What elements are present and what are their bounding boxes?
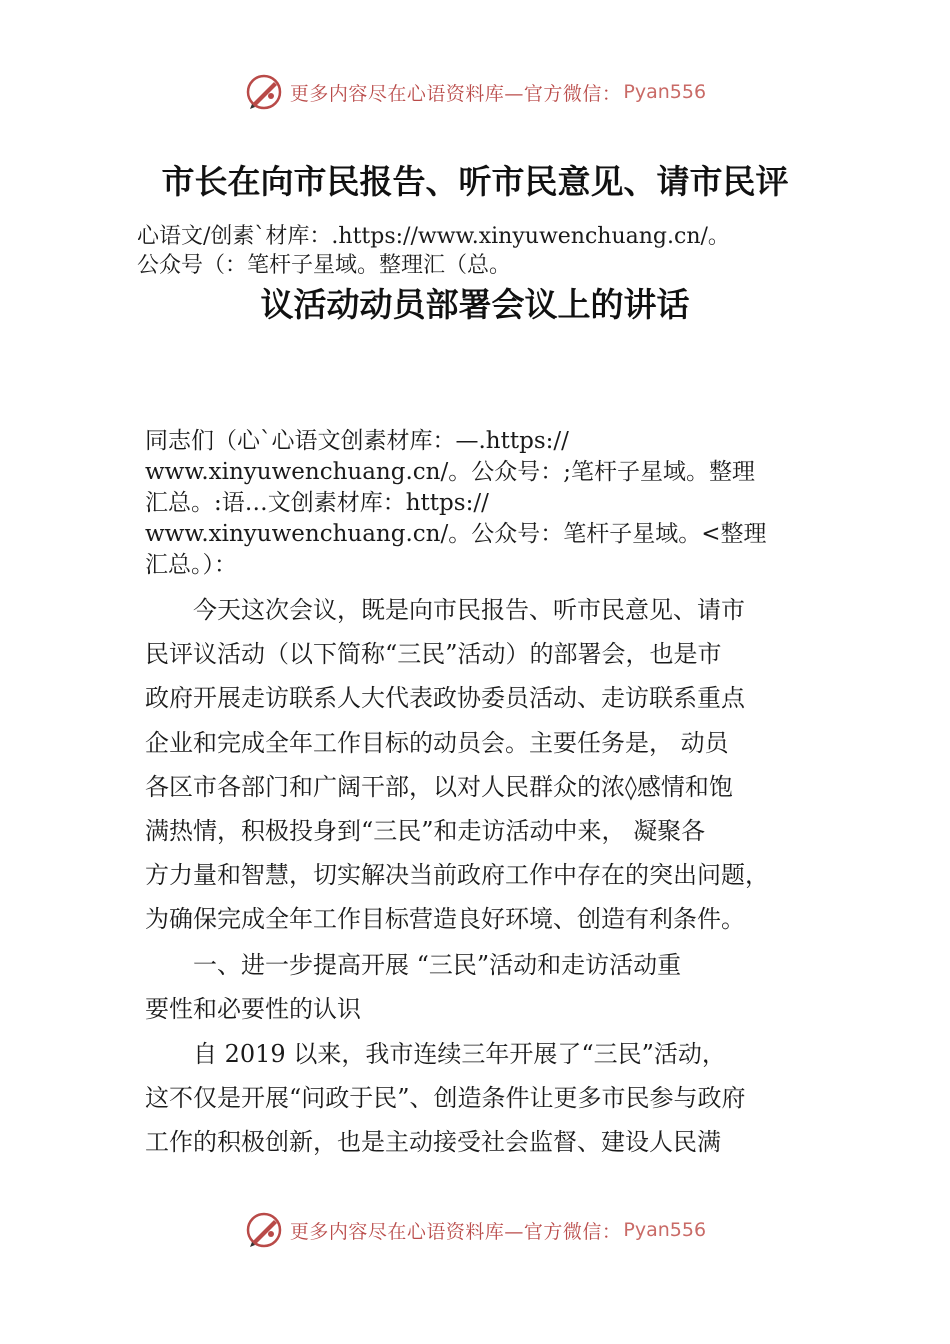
- source-note: [137, 222, 857, 280]
- banner-text: 更多内容尽在心语资料库—官方微信：: [289, 1220, 622, 1243]
- text-line: 政府开展走访联系人大代表政协委员活动、走访联系重点: [145, 684, 745, 713]
- source-note-line: 公众号（：笔杆子星域。整理汇（总。: [137, 253, 512, 278]
- text-line: 为确保完成全年工作目标营造良好环境、创造有利条件。: [145, 905, 745, 934]
- section-heading-1: [145, 943, 845, 1031]
- text-line: 今天这次会议，既是向市民报告、听市民意见、请市: [145, 596, 745, 624]
- salutation: [145, 426, 845, 581]
- salutation-line: www.xinyuwenchuang.cn/。公众号：笔杆子星域。<整理: [145, 521, 767, 547]
- text-line: 一、进一步提高开展 “三民”活动和走访活动重: [145, 951, 682, 979]
- text-line: 民评议活动（以下简称“三民”活动）的部署会，也是市: [145, 640, 722, 669]
- salutation-line: 汇总。:语…文创素材库：https://: [145, 490, 489, 516]
- paragraph-1: [145, 588, 845, 942]
- text-line: 满热情，积极投身到“三民”和走访活动中来， 凝聚各: [145, 817, 706, 846]
- salutation-line: www.xinyuwenchuang.cn/。公众号：;笔杆子星域。整理: [145, 459, 755, 485]
- text-line: 各区市各部门和广阔干部，以对人民群众的浓◊感情和饱: [145, 772, 733, 801]
- footer-banner: [0, 1208, 950, 1252]
- title-line-1: 市长在向市民报告、听市民意见、请市民评: [161, 162, 789, 201]
- title-line-2: 议活动动员部署会议上的讲话: [260, 285, 690, 324]
- text-line: 方力量和智慧，切实解决当前政府工作中存在的突出问题，: [145, 861, 769, 890]
- header-banner: [0, 70, 950, 114]
- text-line: 企业和完成全年工作目标的动员会。主要任务是， 动员: [145, 728, 729, 757]
- paragraph-2: [145, 1032, 845, 1165]
- wechat-id: Pyan556: [623, 1219, 707, 1241]
- text-line: 工作的积极创新，也是主动接受社会监督、建设人民满: [145, 1128, 721, 1157]
- salutation-line: 同志们（心`心语文创素材库：—.https://: [145, 428, 569, 454]
- text-line: 这不仅是开展“问政于民”、创造条件让更多市民参与政府: [145, 1084, 746, 1113]
- text-line: 要性和必要性的认识: [145, 995, 361, 1024]
- text-line: 自 2019 以来，我市连续三年开展了“三民”活动，: [145, 1040, 726, 1068]
- source-note-line: 心语文/创素`材库：.https://www.xinyuwenchuang.cn/。: [137, 224, 730, 249]
- salutation-line: 汇总。）：: [145, 552, 237, 578]
- wechat-id: Pyan556: [623, 81, 707, 103]
- banner-text: 更多内容尽在心语资料库—官方微信：: [289, 82, 622, 105]
- pen-logo-icon: [244, 1210, 284, 1250]
- pen-logo-icon: [244, 72, 284, 112]
